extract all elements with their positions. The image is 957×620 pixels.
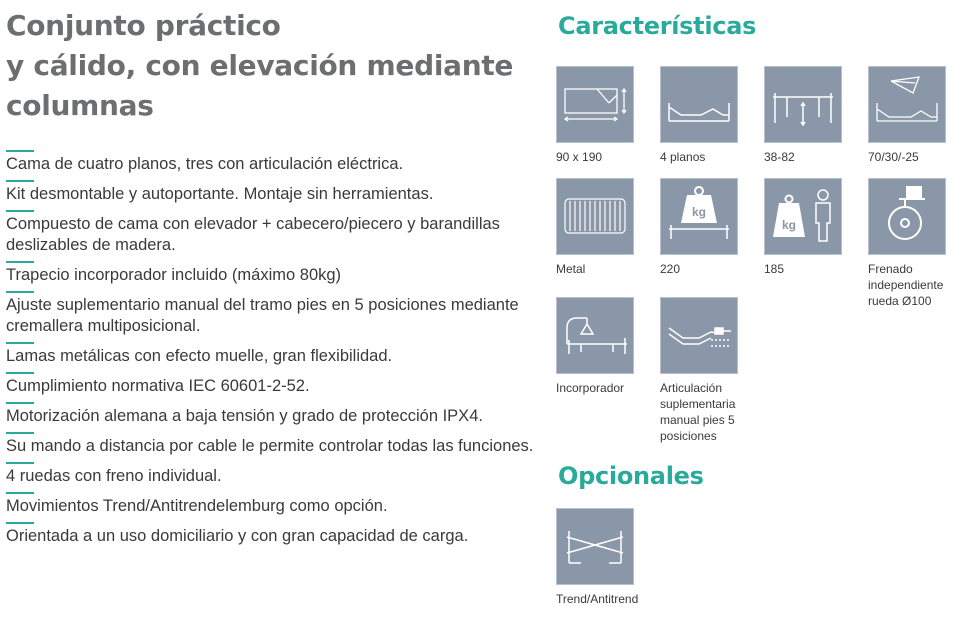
title-line: columnas	[6, 89, 154, 122]
feature-list	[6, 150, 546, 552]
icon-tile	[660, 297, 738, 374]
icon-tile	[556, 508, 634, 585]
card-label: Incorporador	[556, 381, 625, 395]
card-label: 90 x 190	[556, 150, 603, 164]
wheel-brake-icon	[869, 179, 945, 254]
feature-item: Ajuste suplementario manual del tramo pies en 5 posiciones mediante cremallera multiposicional.	[6, 291, 546, 337]
icon-tile	[660, 66, 738, 143]
feature-item: Cumplimiento normativa IEC 60601-2-52.	[6, 372, 546, 397]
card-label: 70/30/-25	[868, 150, 919, 164]
card-label: Trend/Antitrend	[556, 592, 639, 606]
icon-tile	[556, 297, 634, 374]
feature-item: Motorización alemana a baja tensión y grado de protección IPX4.	[6, 402, 546, 427]
feature-card-angles	[868, 66, 946, 165]
weight-capacity-icon	[661, 179, 737, 254]
card-label: 185	[764, 262, 785, 276]
card-label: 4 planos	[660, 150, 706, 164]
feature-card-trapeze	[556, 297, 634, 396]
trendelenburg-icon	[557, 509, 633, 584]
feature-card-foot-articulation	[660, 297, 738, 444]
option-card-trend	[556, 508, 639, 607]
feature-item: Trapecio incorporador incluido (máximo 80kg)	[6, 261, 546, 286]
card-label: Frenado independiente rueda Ø100	[868, 262, 944, 308]
feature-item: Lamas metálicas con efecto muelle, gran flexibilidad.	[6, 342, 546, 367]
feature-item: Compuesto de cama con elevador + cabecero/piecero y barandillas deslizables de madera.	[6, 210, 546, 256]
icon-tile	[556, 66, 634, 143]
card-label: 220	[660, 262, 681, 276]
feature-card-height	[764, 66, 842, 165]
feature-card-dimensions	[556, 66, 634, 165]
foot-articulation-icon	[661, 298, 737, 373]
metal-slats-icon	[557, 179, 633, 254]
feature-card-brake	[868, 178, 946, 309]
kg-glyph: kg	[781, 218, 797, 232]
title-line: y cálido, con elevación mediante	[6, 49, 514, 82]
icon-tile	[764, 66, 842, 143]
icon-tile	[868, 178, 946, 255]
card-label: Articulación suplementaria manual pies 5 posiciones	[660, 381, 736, 443]
bed-dimensions-icon	[557, 67, 633, 142]
page-title	[6, 6, 546, 126]
feature-card-patient-weight	[764, 178, 842, 277]
patient-weight-icon	[765, 179, 841, 254]
feature-card-sections	[660, 66, 738, 165]
four-sections-bed-icon	[661, 67, 737, 142]
icon-tile	[764, 178, 842, 255]
caracteristicas-heading: Características	[558, 12, 757, 40]
kg-glyph: kg	[691, 205, 707, 219]
feature-item: Su mando a distancia por cable le permite controlar todas las funciones.	[6, 432, 546, 457]
feature-item: Kit desmontable y autoportante. Montaje sin herramientas.	[6, 180, 546, 205]
card-label: 38-82	[764, 150, 795, 164]
icon-tile	[660, 178, 738, 255]
icon-tile	[868, 66, 946, 143]
height-range-icon	[765, 67, 841, 142]
trapeze-icon	[557, 298, 633, 373]
feature-item: Cama de cuatro planos, tres con articulación eléctrica.	[6, 150, 546, 175]
feature-card-capacity	[660, 178, 738, 277]
feature-card-metal	[556, 178, 634, 277]
card-label: Metal	[556, 262, 586, 276]
feature-item: Orientada a un uso domiciliario y con gran capacidad de carga.	[6, 522, 546, 547]
feature-item: Movimientos Trend/Antitrendelemburg como opción.	[6, 492, 546, 517]
feature-item: 4 ruedas con freno individual.	[6, 462, 546, 487]
icon-tile	[556, 178, 634, 255]
opcionales-heading: Opcionales	[558, 462, 704, 490]
angle-icon	[869, 67, 945, 142]
title-line: Conjunto práctico	[6, 9, 281, 42]
